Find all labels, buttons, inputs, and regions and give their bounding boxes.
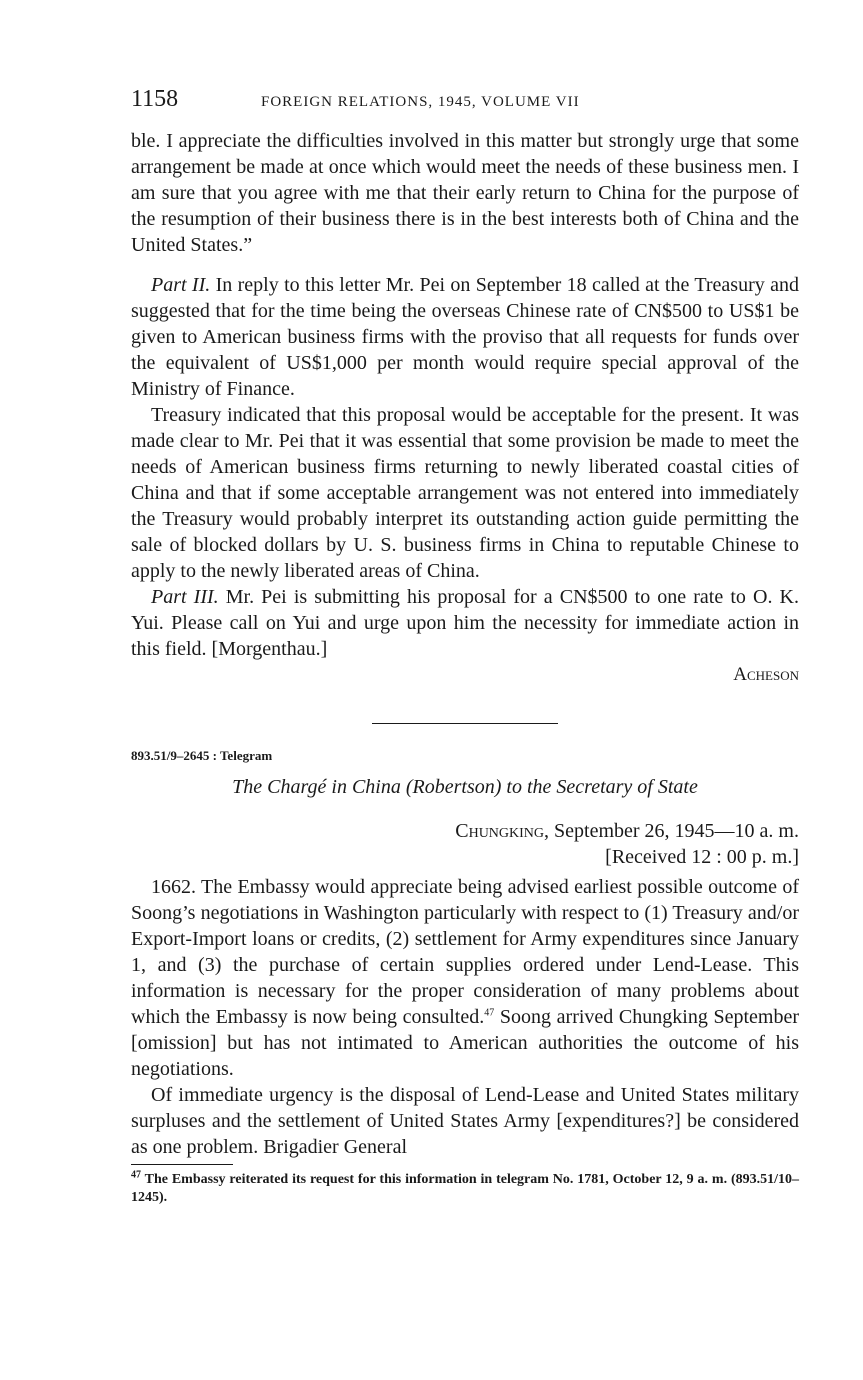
footnote-47 bbox=[131, 1171, 799, 1207]
running-title: FOREIGN RELATIONS, 1945, VOLUME VII bbox=[261, 94, 580, 110]
footnote-text: The Embassy reiterated its request for this information in telegram No. 1781, October 12, 9 a. m. (893.51/10–1245). bbox=[131, 1172, 799, 1205]
footnote-divider bbox=[131, 1164, 233, 1165]
section-divider bbox=[372, 723, 558, 724]
footnote-number: 47 bbox=[131, 1169, 141, 1181]
telegram-title: The Chargé in China (Robertson) to the Secretary of State bbox=[232, 776, 698, 798]
footnote-ref-47: 47 bbox=[484, 1007, 495, 1019]
document-id: 893.51/9–2645 : Telegram bbox=[131, 748, 273, 763]
paragraph-part-two bbox=[131, 272, 799, 402]
part-two-text: In reply to this letter Mr. Pei on September 18 called at the Treasury and suggested that for the time being the overseas Chinese rate of CN$500 to US$1 be given to American business firms with the proviso that all requests for funds over the equivalent of US$1,000 per month would require special approval of the Ministry of Finance. bbox=[131, 274, 799, 400]
paragraph-letter-closing: ble. I appreciate the difficulties involved in this matter but strongly urge that some arrangement be made at once which would meet the needs of these business men. I am sure that you agree with me that their early return to China for the purpose of the resumption of their business there is in the best interests both of China and the United States.” bbox=[131, 130, 799, 256]
dateline-place: Chungking bbox=[455, 820, 545, 842]
page-header bbox=[131, 86, 799, 116]
paragraph-treasury-response: Treasury indicated that this proposal would be acceptable for the present. It was made clear to Mr. Pei that it was essential that some provision be made to meet the needs of American business firms returning to newly liberated coastal cities of China and that if some acceptable arrangement was not entered into immediately the Treasury would probably interpret its outstanding action guide permitting the sale of blocked dollars by U. S. business firms in China to reputable Chinese to apply to the newly liberated areas of China. bbox=[131, 404, 799, 582]
document-page bbox=[131, 86, 799, 1207]
paragraph-urgency: Of immediate urgency is the disposal of Lend-Lease and United States military surpluses and the settlement of United States Army [expenditures?] be considered as one problem. Brigadier General bbox=[131, 1084, 799, 1158]
paragraph-1662 bbox=[131, 874, 799, 1082]
signature-acheson: Acheson bbox=[733, 664, 799, 685]
dateline-received: [Received 12 : 00 p. m.] bbox=[605, 846, 799, 868]
part-three-text: Mr. Pei is submitting his proposal for a CN$500 to one rate to O. K. Yui. Please call on Yui and urge upon him the necessity for immediate action in this field. [Morgenthau.] bbox=[131, 586, 799, 660]
p1662-text-a: 1662. The Embassy would appreciate being advised earliest possible outcome of Soong’s negotiations in Washington particularly with respect to (1) Treasury and/or Export-Import loans or credits, (2) settlement for Army expenditures since January 1, and (3) the purchase of certain supplies ordered under Lend-Lease. This information is necessary for the proper consideration of many problems about which the Embassy is now being consulted. bbox=[131, 876, 799, 1028]
paragraph-part-three bbox=[131, 584, 799, 662]
page-number: 1158 bbox=[131, 86, 179, 112]
part-three-label: Part III. bbox=[151, 586, 219, 608]
telegram-dateline bbox=[131, 818, 799, 870]
part-two-label: Part II. bbox=[151, 274, 211, 296]
dateline-date: , September 26, 1945—10 a. m. bbox=[544, 820, 799, 842]
p1662-text-b: Soong arrived Chungking September [omission] but has not intimated to American authorities the outcome of his negotiations. bbox=[131, 1006, 799, 1080]
